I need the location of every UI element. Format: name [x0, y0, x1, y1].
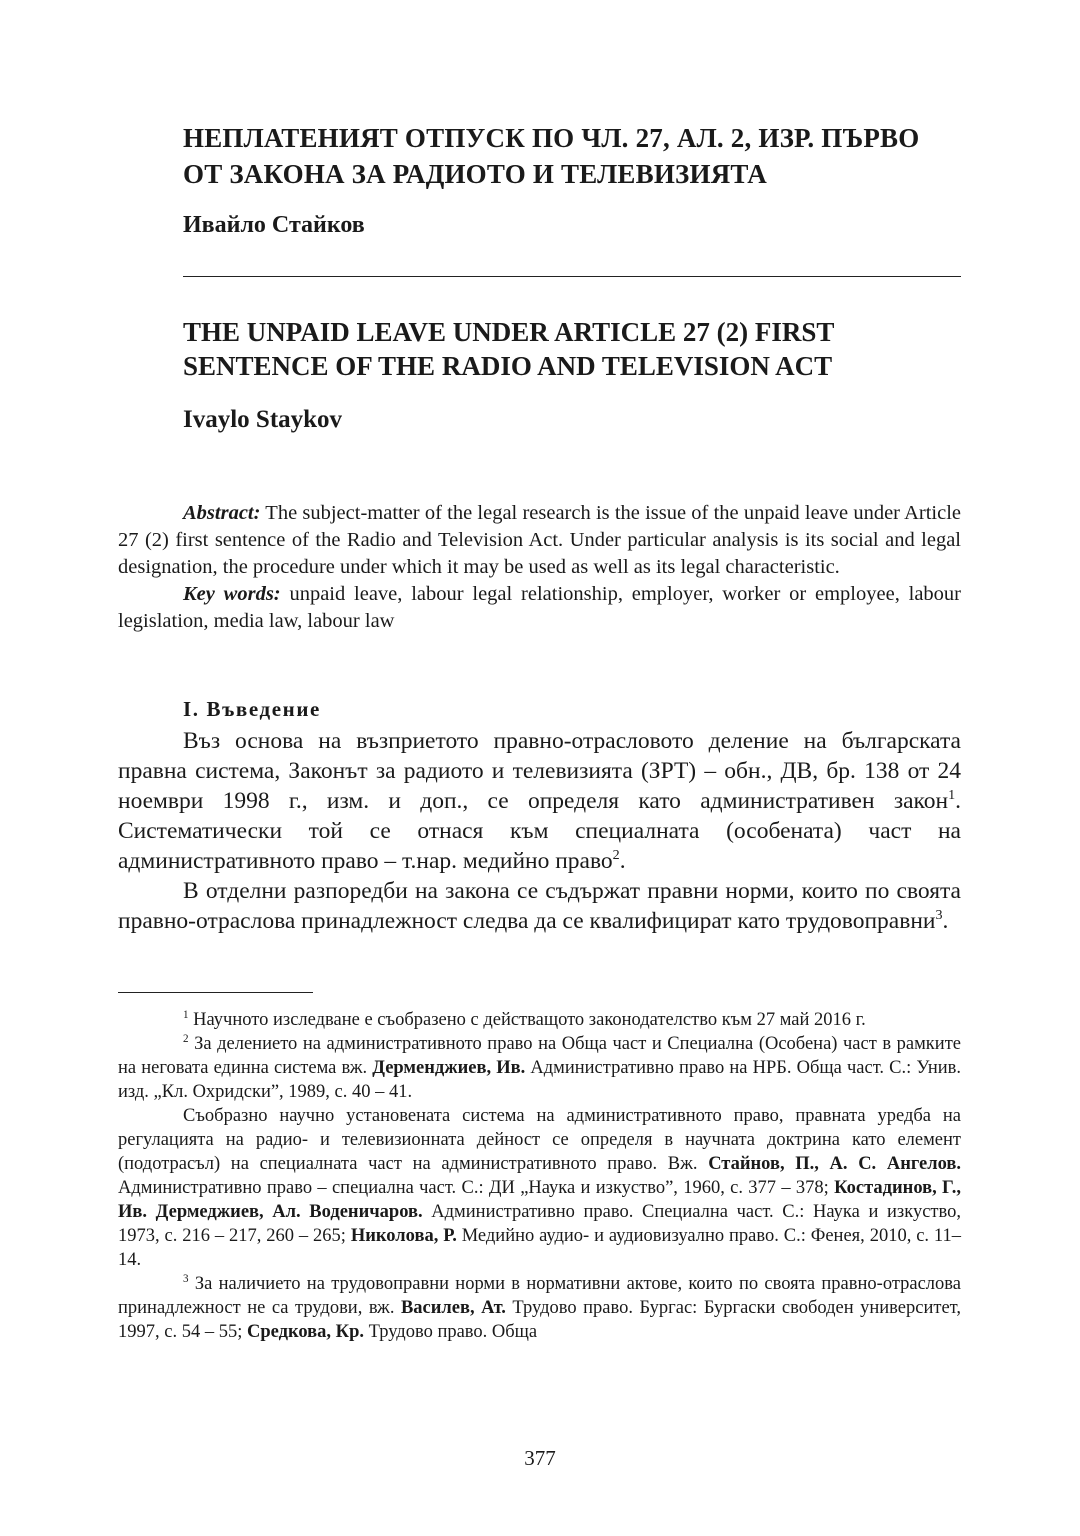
footnote-text: Научното изследване е съобразено с действащото законодателство към 27 май 2016 г. [188, 1010, 866, 1030]
footnote-2-continued [118, 1104, 961, 1272]
keywords-paragraph [118, 581, 961, 635]
body-paragraph-2 [118, 876, 961, 936]
author-bulgarian: Ивайло Стайков [183, 212, 365, 238]
author-english: Ivaylo Staykov [183, 406, 343, 433]
footnote-divider [118, 992, 313, 993]
title-bulgarian-line-2: ОТ ЗАКОНА ЗА РАДИОТО И ТЕЛЕВИЗИЯТА [183, 159, 767, 189]
title-divider [183, 276, 961, 277]
footnote-ref-3[interactable]: 3 [935, 907, 943, 924]
footnote-text: Трудово право. Бургас: Бургаски свободен университет, 1997, с. 54 – 55; [118, 1298, 961, 1342]
abstract-label: Abstract: [183, 502, 261, 524]
body-text-run: . Систематически той се отнася към специалната (особената) част на административното право – т.нар. медийно право [118, 788, 961, 874]
body-text-run: . [619, 848, 626, 874]
footnotes-block [118, 1008, 961, 1344]
title-english-line-1: THE UNPAID LEAVE UNDER ARTICLE 27 (2) FIRST [183, 317, 835, 347]
footnote-2 [118, 1032, 961, 1104]
body-text-run: Въз основа на възприетото правно-отрасловото деление на българската правна система, Законът за радиото и телевизията (ЗРТ) – обн., ДВ, бр. 138 от 24 ноември 1998 г., изм. и доп., се определя като административен закон [118, 728, 961, 814]
footnote-3 [118, 1272, 961, 1344]
abstract-text: The subject-matter of the legal research is the issue of the unpaid leave under Article 27 (2) first sentence of the Radio and Television Act. Under particular analysis is its social and legal designation, the procedure under which it may be used as well as its legal characteristic. [118, 502, 961, 578]
footnote-ref-2[interactable]: 2 [612, 847, 620, 864]
body-text-run: . [942, 908, 949, 934]
footnote-text: Съобразно научно установената система на административното право, правната уредба на регулацията на радио- и телевизионната дейност се определя в научната доктрина като елемент (подотрасъл) на специалната част на административното право. Вж. [118, 1106, 961, 1174]
footnote-author: Дерменджиев, Ив. [372, 1058, 526, 1078]
footnote-text: За наличието на трудовоправни норми в нормативни актове, които по своята правно-отраслова принадлежност не са трудови, вж. [118, 1274, 961, 1318]
keywords-label: Key words: [183, 583, 281, 605]
footnote-author: Василев, Ат. [400, 1298, 506, 1318]
footnote-text: Трудово право. Обща [363, 1322, 538, 1342]
footnote-text: За делението на административното право на Обща част и Специална (Особена) част в рамките на неговата единна система вж. [118, 1034, 961, 1078]
title-bulgarian [183, 120, 983, 192]
footnote-author: Средкова, Кр. [246, 1322, 364, 1342]
title-bulgarian-line-1: НЕПЛАТЕНИЯТ ОТПУСК ПО ЧЛ. 27, АЛ. 2, ИЗР. ПЪРВО [183, 123, 920, 153]
footnote-1 [118, 1008, 961, 1032]
introduction-body [118, 726, 961, 936]
footnote-author: Стайнов, П., А. С. Ангелов. [708, 1154, 962, 1174]
footnote-text: Административно право на НРБ. Обща част. С.: Унив. изд. „Кл. Охридски”, 1989, с. 40 – 41. [118, 1058, 961, 1102]
footnote-number: 3 [183, 1272, 189, 1285]
footnote-author: Николова, Р. [350, 1226, 457, 1246]
footnote-text: Административно право – специална част. С.: ДИ „Наука и изкуство”, 1960, с. 377 – 378; [118, 1178, 835, 1198]
keywords-text: unpaid leave, labour legal relationship, employer, worker or employee, labour legislation, media law, labour law [118, 583, 961, 632]
body-text-run: В отделни разпоредби на закона се съдържат правни норми, които по своята правно-отраслова принадлежност следва да се квалифицират като трудовоправни [118, 878, 961, 934]
footnote-number: 2 [183, 1032, 189, 1045]
abstract-block [118, 500, 961, 635]
footnote-ref-1[interactable]: 1 [948, 787, 956, 804]
section-heading: I. Въведение [183, 697, 321, 721]
footnote-text: Административно право. Специална част. С.: Наука и изкуство, 1973, с. 216 – 217, 260 – 265; [118, 1202, 961, 1246]
page-number: 377 [524, 1446, 556, 1470]
footnote-text: Медийно аудио- и аудиовизуално право. С.: Фенея, 2010, с. 11– 14. [118, 1226, 961, 1270]
abstract-paragraph [118, 500, 961, 581]
title-english [183, 315, 983, 383]
title-english-line-2: SENTENCE OF THE RADIO AND TELEVISION ACT [183, 351, 833, 381]
footnote-author: Костадинов, Г., Ив. Дермеджиев, Ал. Воденичаров. [118, 1178, 961, 1222]
footnote-number: 1 [183, 1008, 189, 1021]
body-paragraph-1 [118, 726, 961, 876]
